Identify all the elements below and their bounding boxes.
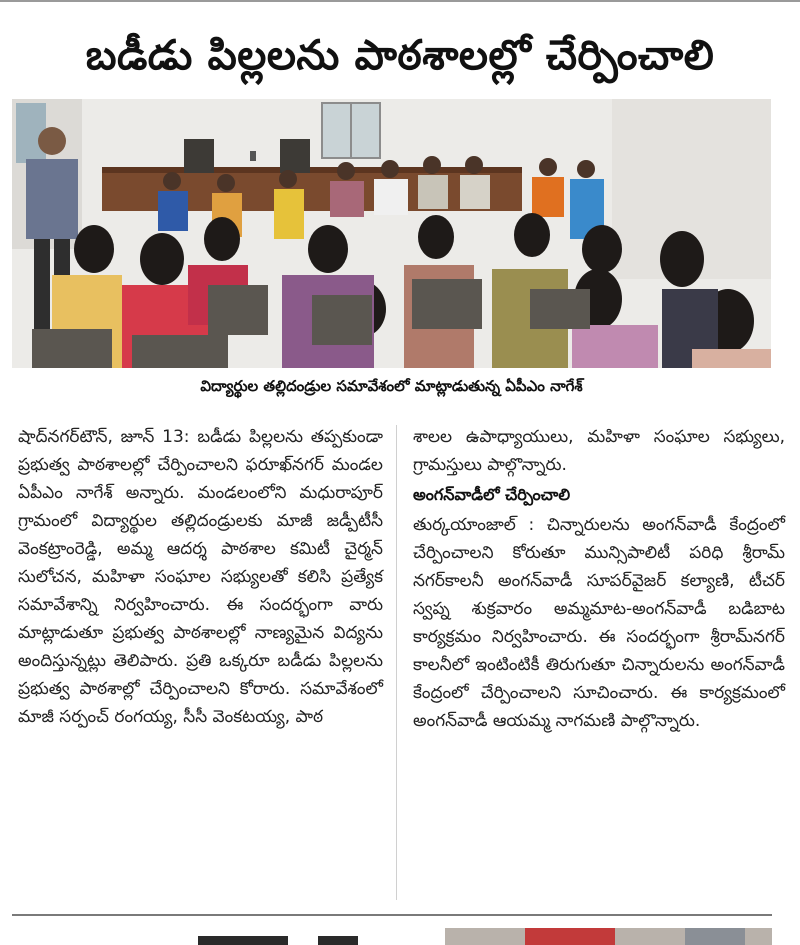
article-body-continuation: శాలల ఉపాధ్యాయులు, మహిళా సంఘాల సభ్యులు, గ్రామస్తులు పాల్గొన్నారు. [413, 427, 785, 475]
top-rule [0, 0, 800, 2]
photo-caption: విద్యార్థుల తల్లిదండ్రుల సమావేశంలో మాట్లాడుతున్న ఏపీఎం నాగేశ్ [200, 377, 583, 395]
article-body-left: షాద్‌నగర్‌టౌన్, జూన్ 13: బడీడు పిల్లలను తప్పకుండా ప్రభుత్వ పాఠశాలల్లో చేర్పించాలని ఫరూఖ్‌నగర్ మండల ఏపీఎం నాగేశ్ అన్నారు. మండలంలోని మధురాపూర్ గ్రామంలో విద్యార్థుల తల్లిదండ్రులకు మాజీ జడ్పీటీసీ వెంకట్రాంరెడ్డి, అమ్మ ఆదర్శ పాఠశాల కమిటీ చైర్మన్ సులోచన, మహిళా సంఘాల సభ్యులతో కలిసి ప్రత్యేక సమావేశాన్ని నిర్వహించారు. ఈ సందర్భంగా వారు మాట్లాడుతూ ప్రభుత్వ పాఠశాలల్లో నాణ్యమైన విద్యను అందిస్తున్నట్లు తెలిపారు. ప్రతి ఒక్కరూ బడీడు పిల్లలను ప్రభుత్వ పాఠశాల్లో చేర్పించాలని కోరారు. సమావేశంలో మాజీ సర్పంచ్ రంగయ్య, సీసీ వెంకటయ్య, పాఠ [18, 427, 383, 727]
article-photo [12, 99, 771, 368]
bottom-rule [12, 914, 772, 916]
article-body-right: తుర్కయాంజాల్ : చిన్నారులను అంగన్‌వాడీ కేంద్రంలో చేర్పించాలని కోరుతూ మున్సిపాలిటీ పరిధి శ్రీరామ్ నగర్‌కాలనీ అంగన్‌వాడీ సూపర్‌వైజర్ కల్యాణి, టీచర్ స్వప్న శుక్రవారం అమ్మమాట-అంగన్‌వాడీ బడిబాట కార్యక్రమం నిర్వహించారు. ఈ సందర్భంగా శ్రీరామ్‌నగర్ కాలనీలో ఇంటింటికీ తిరుగుతూ చిన్నారులను అంగన్‌వాడీ కేంద్రంలో చేర్పించాలని సూచించారు. ఈ కార్యక్రమంలో అంగన్‌వాడీ ఆయమ్మ నాగమణి పాల్గొన్నారు. [413, 515, 785, 731]
article-column-left [18, 423, 383, 731]
next-article-photo [445, 928, 772, 945]
next-article-fragment [18, 930, 398, 945]
article-subheading: అంగన్‌వాడీలో చేర్పించాలి [413, 485, 571, 504]
article-headline: బడీడు పిల్లలను పాఠశాలల్లో చేర్పించాలి [85, 31, 715, 79]
column-divider [396, 425, 397, 900]
article-column-right [413, 423, 785, 735]
